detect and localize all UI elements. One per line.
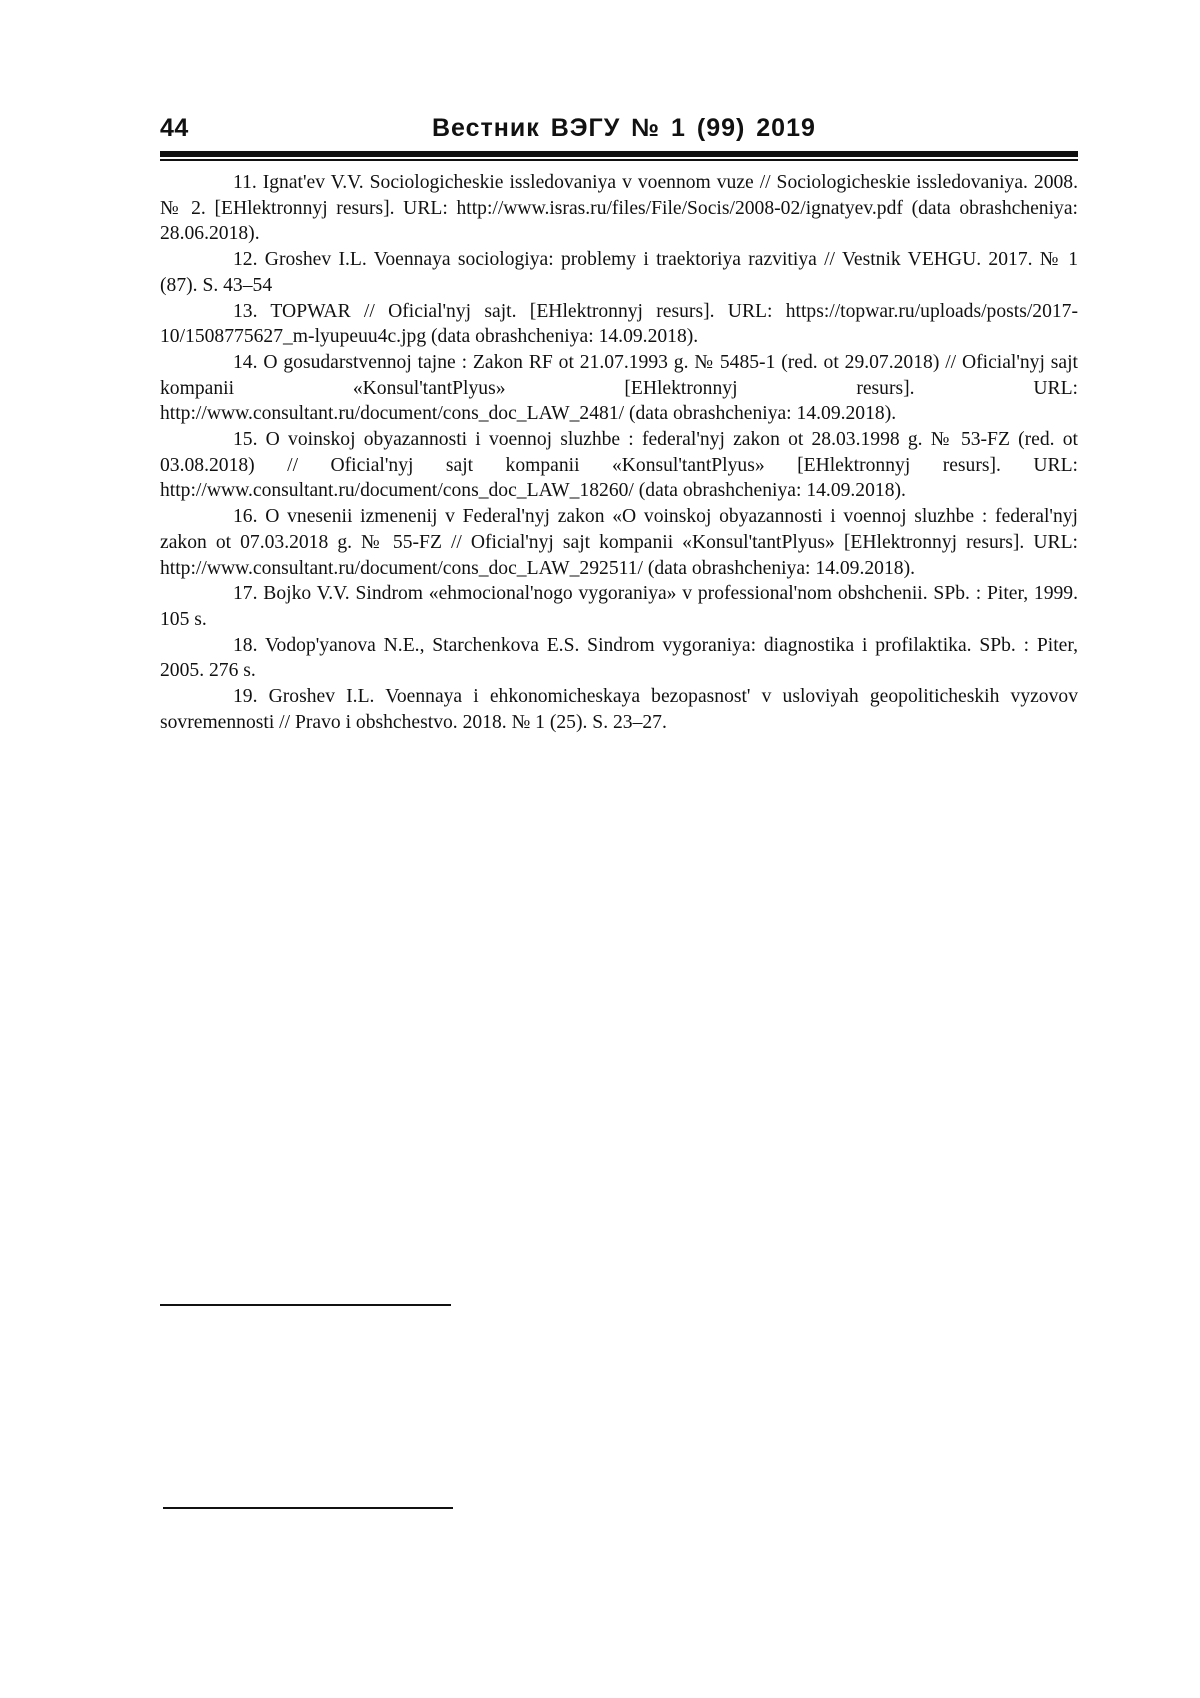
journal-title: Вестник ВЭГУ № 1 (99) 2019 [432, 114, 816, 142]
reference-item: 11. Ignat'ev V.V. Sociologicheskie issledovaniya v voennom vuze // Sociologicheskie issledovaniya. 2008. № 2. [EHlektronnyj resurs]. URL: http://www.isras.ru/files/File/Socis/2008-02/ignatyev.pdf (data obrashcheniya: 28.06.2018). [160, 172, 1078, 245]
footnote-divider [163, 1507, 453, 1509]
reference-item: 17. Bojko V.V. Sindrom «ehmocional'nogo vygoraniya» v professional'nom obshchenii. SPb. : Piter, 1999. 105 s. [160, 583, 1078, 630]
header-rule-thin [160, 159, 1078, 161]
page-header [160, 114, 1078, 150]
reference-item: 12. Groshev I.L. Voennaya sociologiya: problemy i traektoriya razvitiya // Vestnik VEHGU. 2017. № 1 (87). S. 43–54 [160, 249, 1078, 296]
page-number: 44 [160, 114, 189, 142]
reference-item: 18. Vodop'yanova N.E., Starchenkova E.S. Sindrom vygoraniya: diagnostika i profilaktika. SPb. : Piter, 2005. 276 s. [160, 634, 1078, 682]
reference-item: 19. Groshev I.L. Voennaya i ehkonomicheskaya bezopasnost' v usloviyah geopoliticheskih vyzovov sovremennosti // Pravo i obshchestvo. 2018. № 1 (25). S. 23–27. [160, 686, 1078, 733]
reference-item: 14. O gosudarstvennoj tajne : Zakon RF ot 21.07.1993 g. № 5485-1 (red. ot 29.07.2018) // Oficial'nyj sajt kompanii «Konsul'tantPlyus» [EHlektronnyj resurs]. URL: http://www.consultant.ru/document/cons_doc_LAW_2481/ (data obrashcheniya: 14.09.2018). [160, 351, 1078, 425]
footnote-divider [160, 1304, 451, 1306]
header-rule-thick [160, 151, 1078, 157]
reference-item: 15. O voinskoj obyazannosti i voennoj sluzhbe : federal'nyj zakon ot 28.03.1998 g. № 53-FZ (red. ot 03.08.2018) // Oficial'nyj sajt kompanii «Konsul'tantPlyus» [EHlektronnyj resurs]. URL: http://www.consultant.ru/document/cons_doc_LAW_18260/ (data obrashcheniya: 14.09.2018). [160, 429, 1078, 502]
reference-item: 13. TOPWAR // Oficial'nyj sajt. [EHlektronnyj resurs]. URL: https://topwar.ru/uploads/posts/2017-10/1508775627_m-lyupeuu4c.jpg (data obrashcheniya: 14.09.2018). [160, 300, 1078, 348]
reference-item: 16. O vnesenii izmenenij v Federal'nyj zakon «O voinskoj obyazannosti i voennoj sluzhbe : federal'nyj zakon ot 07.03.2018 g. № 55-FZ // Oficial'nyj sajt kompanii «Konsul'tantPlyus» [EHlektronnyj resurs]. URL: http://www.consultant.ru/document/cons_doc_LAW_292511/ (data obrashcheniya: 14.09.2018). [160, 506, 1078, 579]
reference-list [160, 170, 1078, 735]
